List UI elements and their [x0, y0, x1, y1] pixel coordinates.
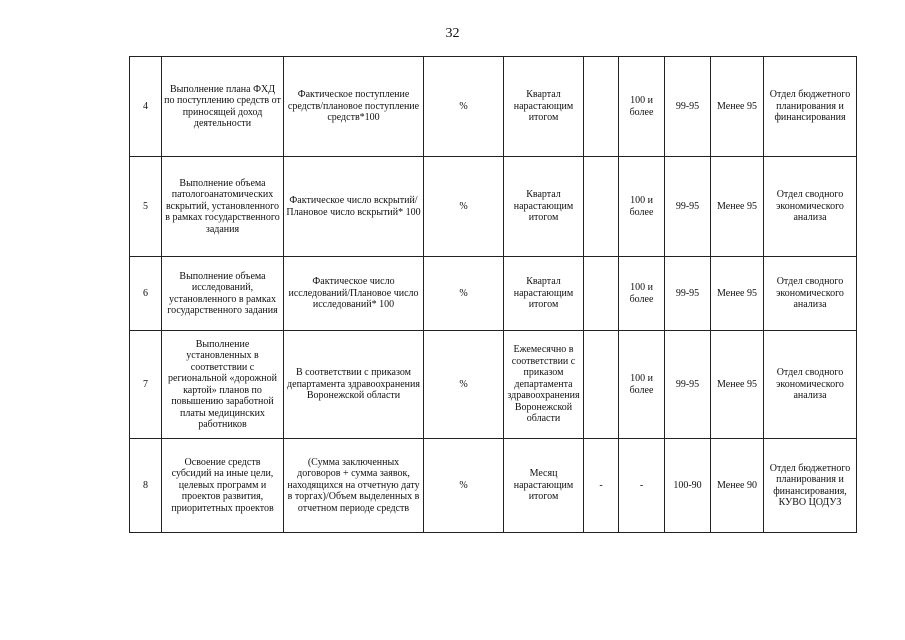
threshold-high-cell: - — [619, 439, 665, 533]
row-number-cell: 8 — [130, 439, 162, 533]
table-row — [130, 157, 857, 257]
threshold-low-cell: Менее 95 — [711, 57, 764, 157]
value-cell: - — [584, 439, 619, 533]
period-cell: Квартал нарастающим итогом — [504, 257, 584, 331]
threshold-low-cell: Менее 90 — [711, 439, 764, 533]
unit-cell: % — [424, 257, 504, 331]
indicators-table — [129, 56, 857, 533]
responsible-cell: Отдел бюджетного планирования и финансирования — [764, 57, 857, 157]
threshold-high-cell: 100 и более — [619, 257, 665, 331]
threshold-low-cell: Менее 95 — [711, 331, 764, 439]
period-cell: Квартал нарастающим итогом — [504, 57, 584, 157]
value-cell — [584, 257, 619, 331]
threshold-mid-cell: 99-95 — [665, 157, 711, 257]
value-cell — [584, 157, 619, 257]
table-row — [130, 439, 857, 533]
threshold-mid-cell: 100-90 — [665, 439, 711, 533]
unit-cell: % — [424, 439, 504, 533]
threshold-high-cell: 100 и более — [619, 331, 665, 439]
table-row — [130, 331, 857, 439]
period-cell: Квартал нарастающим итогом — [504, 157, 584, 257]
value-cell — [584, 57, 619, 157]
formula-cell: Фактическое число вскрытий/Плановое число вскрытий* 100 — [284, 157, 424, 257]
unit-cell: % — [424, 57, 504, 157]
responsible-cell: Отдел сводного экономического анализа — [764, 157, 857, 257]
indicator-cell: Выполнение установленных в соответствии с региональной «дорожной картой» планов по повышению заработной платы медицинских работников — [162, 331, 284, 439]
threshold-high-cell: 100 и более — [619, 57, 665, 157]
value-cell — [584, 331, 619, 439]
responsible-cell: Отдел бюджетного планирования и финансирования, КУВО ЦОДУЗ — [764, 439, 857, 533]
threshold-low-cell: Менее 95 — [711, 257, 764, 331]
formula-cell: Фактическое поступление средств/плановое поступление средств*100 — [284, 57, 424, 157]
threshold-low-cell: Менее 95 — [711, 157, 764, 257]
threshold-mid-cell: 99-95 — [665, 57, 711, 157]
indicator-cell: Выполнение объема патологоанатомических вскрытий, установленного в рамках государственного задания — [162, 157, 284, 257]
formula-cell: Фактическое число исследований/Плановое число исследований* 100 — [284, 257, 424, 331]
responsible-cell: Отдел сводного экономического анализа — [764, 257, 857, 331]
formula-cell: (Сумма заключенных договоров + сумма заявок, находящихся на отчетную дату в торгах)/Объем выделенных в отчетном периоде средств — [284, 439, 424, 533]
row-number-cell: 7 — [130, 331, 162, 439]
formula-cell: В соответствии с приказом департамента здравоохранения Воронежской области — [284, 331, 424, 439]
page-number: 32 — [445, 26, 460, 41]
threshold-mid-cell: 99-95 — [665, 331, 711, 439]
period-cell: Ежемесячно в соответствии с приказом департамента здравоохранения Воронежской области — [504, 331, 584, 439]
period-cell: Месяц нарастающим итогом — [504, 439, 584, 533]
table-row — [130, 57, 857, 157]
unit-cell: % — [424, 157, 504, 257]
threshold-high-cell: 100 и более — [619, 157, 665, 257]
row-number-cell: 5 — [130, 157, 162, 257]
responsible-cell: Отдел сводного экономического анализа — [764, 331, 857, 439]
table-row — [130, 257, 857, 331]
indicator-cell: Освоение средств субсидий на иные цели, целевых программ и проектов развития, приоритетных проектов — [162, 439, 284, 533]
indicator-cell: Выполнение плана ФХД по поступлению средств от приносящей доход деятельности — [162, 57, 284, 157]
row-number-cell: 6 — [130, 257, 162, 331]
threshold-mid-cell: 99-95 — [665, 257, 711, 331]
indicator-cell: Выполнение объема исследований, установленного в рамках государственного задания — [162, 257, 284, 331]
unit-cell: % — [424, 331, 504, 439]
row-number-cell: 4 — [130, 57, 162, 157]
